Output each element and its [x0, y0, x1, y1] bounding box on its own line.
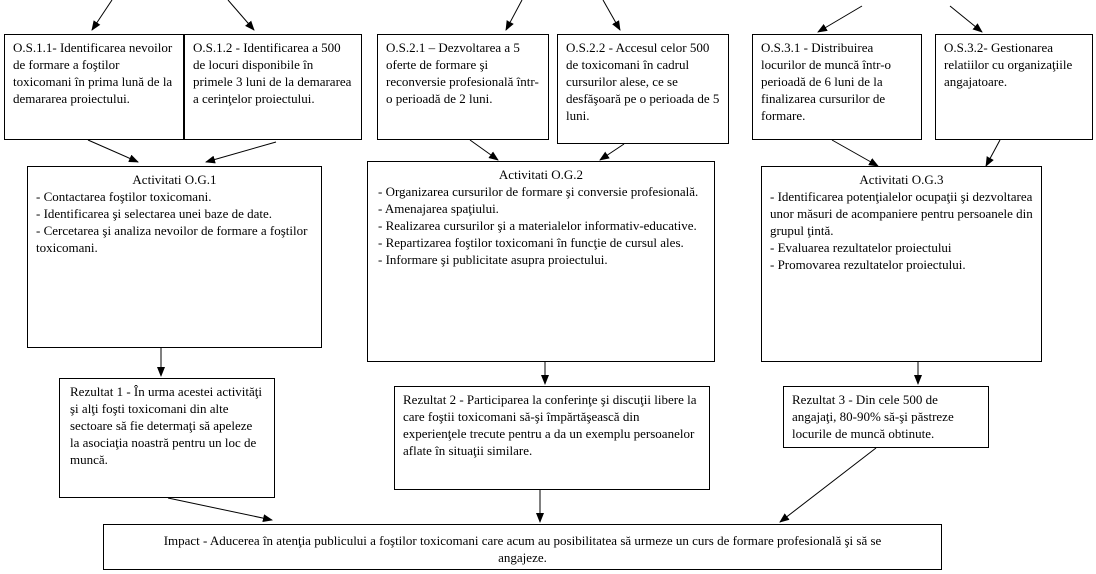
activities-og-2-item-2: - Amenajarea spaţiului.	[378, 201, 499, 216]
activities-og-3	[761, 166, 1042, 362]
arrow-os21-og2	[470, 140, 498, 160]
result-1	[59, 378, 275, 498]
arrow-os31-og3	[832, 140, 878, 166]
activities-og-2	[367, 161, 715, 362]
activities-og-1-item-3: - Cercetarea şi analiza nevoilor de formare a foştilor toxicomani.	[36, 223, 308, 255]
objective-os-1-2-text: O.S.1.2 - Identificarea a 500 de locuri disponibile în primele 3 luni de la demararea a cerinţelor proiectului.	[193, 40, 352, 106]
objective-os-2-1	[377, 34, 549, 140]
activities-og-3-item-1: - Identificarea potenţialelor ocupaţii şi dezvoltarea unor măsuri de acompaniere pentru persoanele din grupul ţintă.	[770, 189, 1033, 238]
arrow-into-os32	[950, 6, 982, 32]
arrow-into-os31	[818, 6, 862, 32]
result-3-text: Rezultat 3 - Din cele 500 de angajaţi, 80-90% să-şi păstreze locurile de muncă obtinute.	[792, 392, 954, 441]
arrow-os11-og1	[88, 140, 138, 162]
activities-og-3-item-3: - Promovarea rezultatelor proiectului.	[770, 257, 966, 272]
activities-og-2-item-4: - Repartizarea foştilor toxicomani în funcţie de cursul ales.	[378, 235, 684, 250]
impact-text: Impact - Aducerea în atenţia publicului a foştilor toxicomani care acum au posibilitatea să urmeze un curs de formare profesională şi să se angajeze.	[163, 533, 882, 565]
activities-og-1-item-2: - Identificarea şi selectarea unei baze de date.	[36, 206, 273, 221]
arrow-r3-impact	[780, 448, 876, 522]
activities-og-2-title: Activitati O.G.2	[498, 167, 584, 182]
activities-og-1-item-1: - Contactarea foştilor toxicomani.	[36, 189, 212, 204]
arrow-os32-og3	[986, 140, 1000, 166]
objective-os-3-1-text: O.S.3.1 - Distribuirea locurilor de muncă într-o perioadă de 6 luni de la finalizarea cursurilor de formare.	[761, 40, 892, 123]
result-3	[783, 386, 989, 448]
arrow-into-os12	[228, 0, 254, 30]
result-2-text: Rezultat 2 - Participarea la conferinţe şi discuţii libere la care foştii toxicomani să-şi împărtăşească din experienţele trecute pentru a da un exemplu persoanelor aflate în situaţii similare.	[403, 392, 697, 458]
objective-os-3-2	[935, 34, 1093, 140]
activities-og-3-title: Activitati O.G.3	[859, 172, 944, 187]
arrow-r1-impact	[168, 498, 272, 520]
result-2	[394, 386, 710, 490]
impact-box	[103, 524, 942, 570]
objective-os-1-1-text: O.S.1.1- Identificarea nevoilor de formare a foştilor toxicomani în prima lună de la demararea proiectului.	[13, 40, 173, 106]
objective-os-3-1	[752, 34, 922, 140]
objective-os-2-2	[557, 34, 729, 144]
activities-og-1	[27, 166, 322, 348]
arrow-os22-og2	[600, 144, 624, 160]
activities-og-1-title: Activitati O.G.1	[132, 172, 217, 187]
objective-os-2-1-text: O.S.2.1 – Dezvoltarea a 5 oferte de formare şi reconversie profesională într-o perioadă de 2 luni.	[386, 40, 539, 106]
objective-os-1-2	[184, 34, 362, 140]
objective-os-2-2-text: O.S.2.2 - Accesul celor 500 de toxicomani în cadrul cursurilor alese, ce se desfăşoară pe o perioada de 5 luni.	[566, 40, 720, 123]
result-1-text: Rezultat 1 - În urma acestei activităţi şi alţi foşti toxicomani din alte sectoare să fie determaţi să apeleze la asociaţia noastră pentru un loc de muncă.	[70, 384, 263, 467]
arrow-into-os22	[603, 0, 620, 30]
arrow-into-os21	[506, 0, 522, 30]
arrow-into-os11	[92, 0, 112, 30]
arrow-os12-og1	[206, 142, 276, 162]
activities-og-2-item-5: - Informare şi publicitate asupra proiectului.	[378, 252, 608, 267]
activities-og-2-item-3: - Realizarea cursurilor şi a materialelor informativ-educative.	[378, 218, 697, 233]
activities-og-3-item-2: - Evaluarea rezultatelor proiectului	[770, 240, 952, 255]
activities-og-2-item-1: - Organizarea cursurilor de formare şi conversie profesională.	[378, 184, 699, 199]
objective-os-1-1	[4, 34, 184, 140]
objective-os-3-2-text: O.S.3.2- Gestionarea relatiilor cu organizaţiile angajatoare.	[944, 40, 1073, 89]
